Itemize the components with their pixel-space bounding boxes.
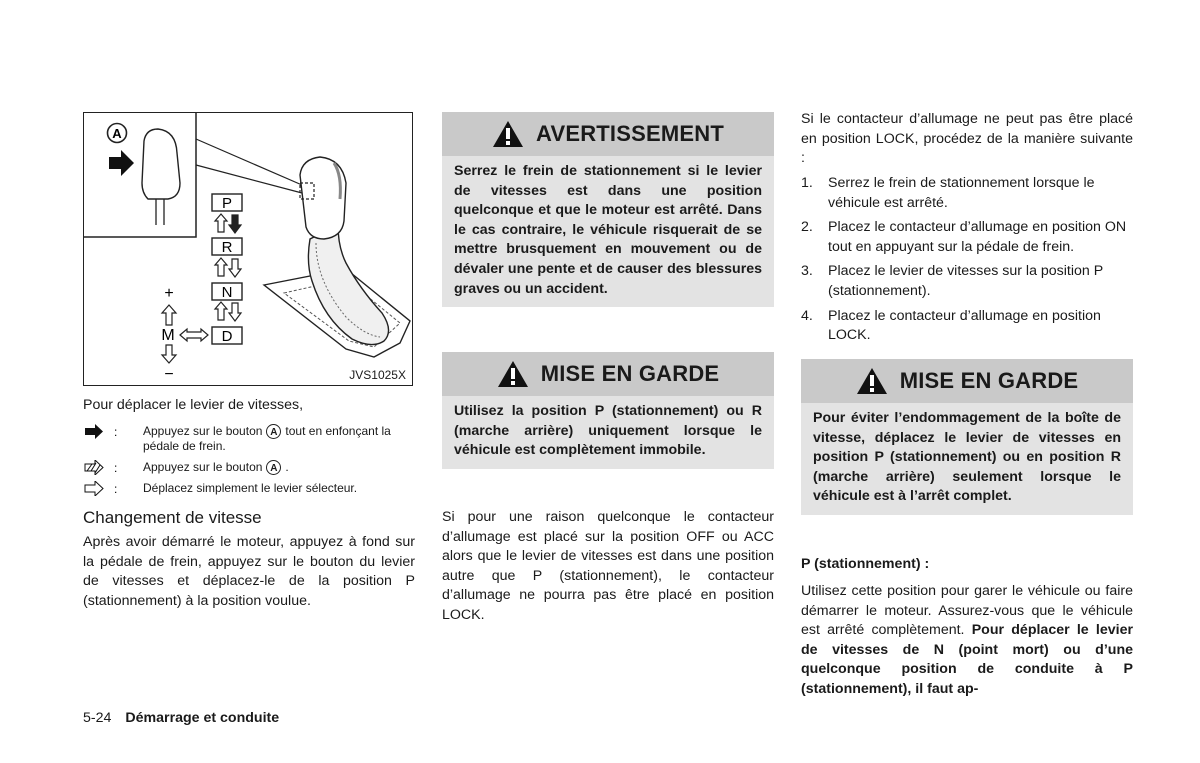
- caution-triangle-icon: [497, 360, 529, 388]
- button-a-label: A: [112, 126, 122, 141]
- manual-side-arrow-icon: [180, 329, 208, 341]
- figure-id: JVS1025X: [349, 368, 406, 382]
- minus-label: −: [164, 366, 174, 383]
- legend-badge-2: A: [266, 460, 281, 475]
- legend-item-2: [83, 460, 415, 476]
- legend-text-3: Déplacez simplement le levier sélecteur.: [143, 481, 358, 495]
- shift-change-text: Après avoir démarré le moteur, appuyez à fond sur la pédale de frein, appuyez sur le bouton du levier de vitesses et déplacez-le de la position P (stationnement) à la position voulue.: [83, 534, 415, 609]
- position-label-d: D: [221, 328, 233, 345]
- legend-text-2a: Appuyez sur le bouton: [143, 460, 263, 474]
- caution-title-1: MISE EN GARDE: [540, 361, 720, 386]
- svg-text::: :: [114, 425, 118, 439]
- list-item: 1. Serrez le frein de stationnement lorsque le véhicule est arrêté.: [801, 175, 1095, 211]
- svg-text::: :: [114, 461, 118, 475]
- caution-title-2: MISE EN GARDE: [899, 368, 1079, 393]
- warning-title: AVERTISSEMENT: [536, 121, 724, 146]
- manual-down-arrow-icon: [162, 345, 176, 363]
- ignition-text: Si pour une raison quelconque le contacteur d’allumage est placé sur la position OFF ou ACC alors que le levier de vitesses est dans une position autre que P (stationnement), le contacteur d’allumage ne pourra pas être placé en position LOCK.: [442, 509, 774, 623]
- caution-header-1: [442, 352, 774, 396]
- hatched-arrow-icon: [83, 460, 119, 475]
- warning-triangle-icon: [492, 120, 524, 148]
- intro-text: Pour déplacer le levier de vitesses,: [83, 397, 304, 413]
- plus-label: +: [164, 285, 174, 302]
- svg-text::: :: [114, 482, 118, 496]
- shift-diagram: [84, 113, 414, 387]
- legend-text-1a: Appuyez sur le bouton: [143, 424, 263, 438]
- legend-text-1b: tout en enfonçant la pédale de frein.: [143, 424, 391, 454]
- legend-item-3: [83, 481, 415, 497]
- list-item: 4. Placez le contacteur d’allumage en position LOCK.: [801, 307, 1101, 344]
- shift-lever-figure: [83, 112, 413, 386]
- position-label-p: P: [221, 195, 233, 212]
- solid-arrow-icon: [83, 424, 119, 439]
- warning-text: Serrez le frein de stationnement si le levier de vitesses est dans une position quelconque et que le moteur est arrêté. Dans le cas contraire, le véhicule risquerait de se mettre brusquement en mouvement ou de dévaler une pente et de causer des blessures graves ou un accident.: [442, 156, 774, 307]
- manual-up-arrow-icon: [162, 305, 176, 325]
- lock-intro-text: Si le contacteur d’allumage ne peut pas être placé en position LOCK, procédez de la manière suivante :: [801, 111, 1133, 167]
- caution-text-1: Utilisez la position P (stationnement) ou R (marche arrière) uniquement lorsque le véhicule est complètement immobile.: [442, 396, 774, 469]
- procedure-list: [801, 174, 1133, 351]
- caution-box-1: [442, 352, 774, 469]
- section-heading: Changement de vitesse: [83, 508, 262, 527]
- caution-text-2: Pour éviter l’endommagement de la boîte de vitesse, déplacez le levier de vitesses en position P (stationnement) ou en position R (marche arrière) seulement lorsque le véhicule est à l’arrêt complet.: [801, 403, 1133, 515]
- legend-item-1: [83, 424, 415, 456]
- push-arrow-icon: [109, 150, 134, 176]
- page-footer: [83, 710, 279, 726]
- outline-arrow-icon: [83, 481, 119, 496]
- park-heading: P (stationnement) :: [801, 556, 930, 572]
- page-number: 5-24: [83, 710, 112, 726]
- caution-box-2: [801, 359, 1133, 515]
- caution-header-2: [801, 359, 1133, 403]
- list-item: 3. Placez le levier de vitesses sur la position P (stationnement).: [801, 263, 1103, 299]
- warning-header: [442, 112, 774, 156]
- section-title: Démarrage et conduite: [125, 710, 280, 726]
- position-label-n: N: [221, 284, 233, 301]
- shift-arrows-icon: [215, 214, 241, 321]
- knob-small-icon: [142, 129, 180, 199]
- list-item: 2. Placez le contacteur d’allumage en position ON tout en appuyant sur la pédale de frein.: [801, 219, 1127, 255]
- caution-triangle-icon: [856, 367, 888, 395]
- position-label-r: R: [221, 239, 233, 256]
- legend-text-2b: .: [285, 460, 289, 474]
- warning-box: [442, 112, 774, 307]
- park-text: Utilisez cette position pour garer le véhicule ou faire démarrer le moteur. Assurez-vous que le véhicule est arrêté complètement. Pour déplacer le levier de vitesses de N (point mort) ou d’une quelconque position de conduite à P (stationnement), il faut ap-: [801, 583, 1133, 697]
- legend-badge-1: A: [266, 424, 281, 439]
- manual-mode-label: M: [161, 327, 175, 344]
